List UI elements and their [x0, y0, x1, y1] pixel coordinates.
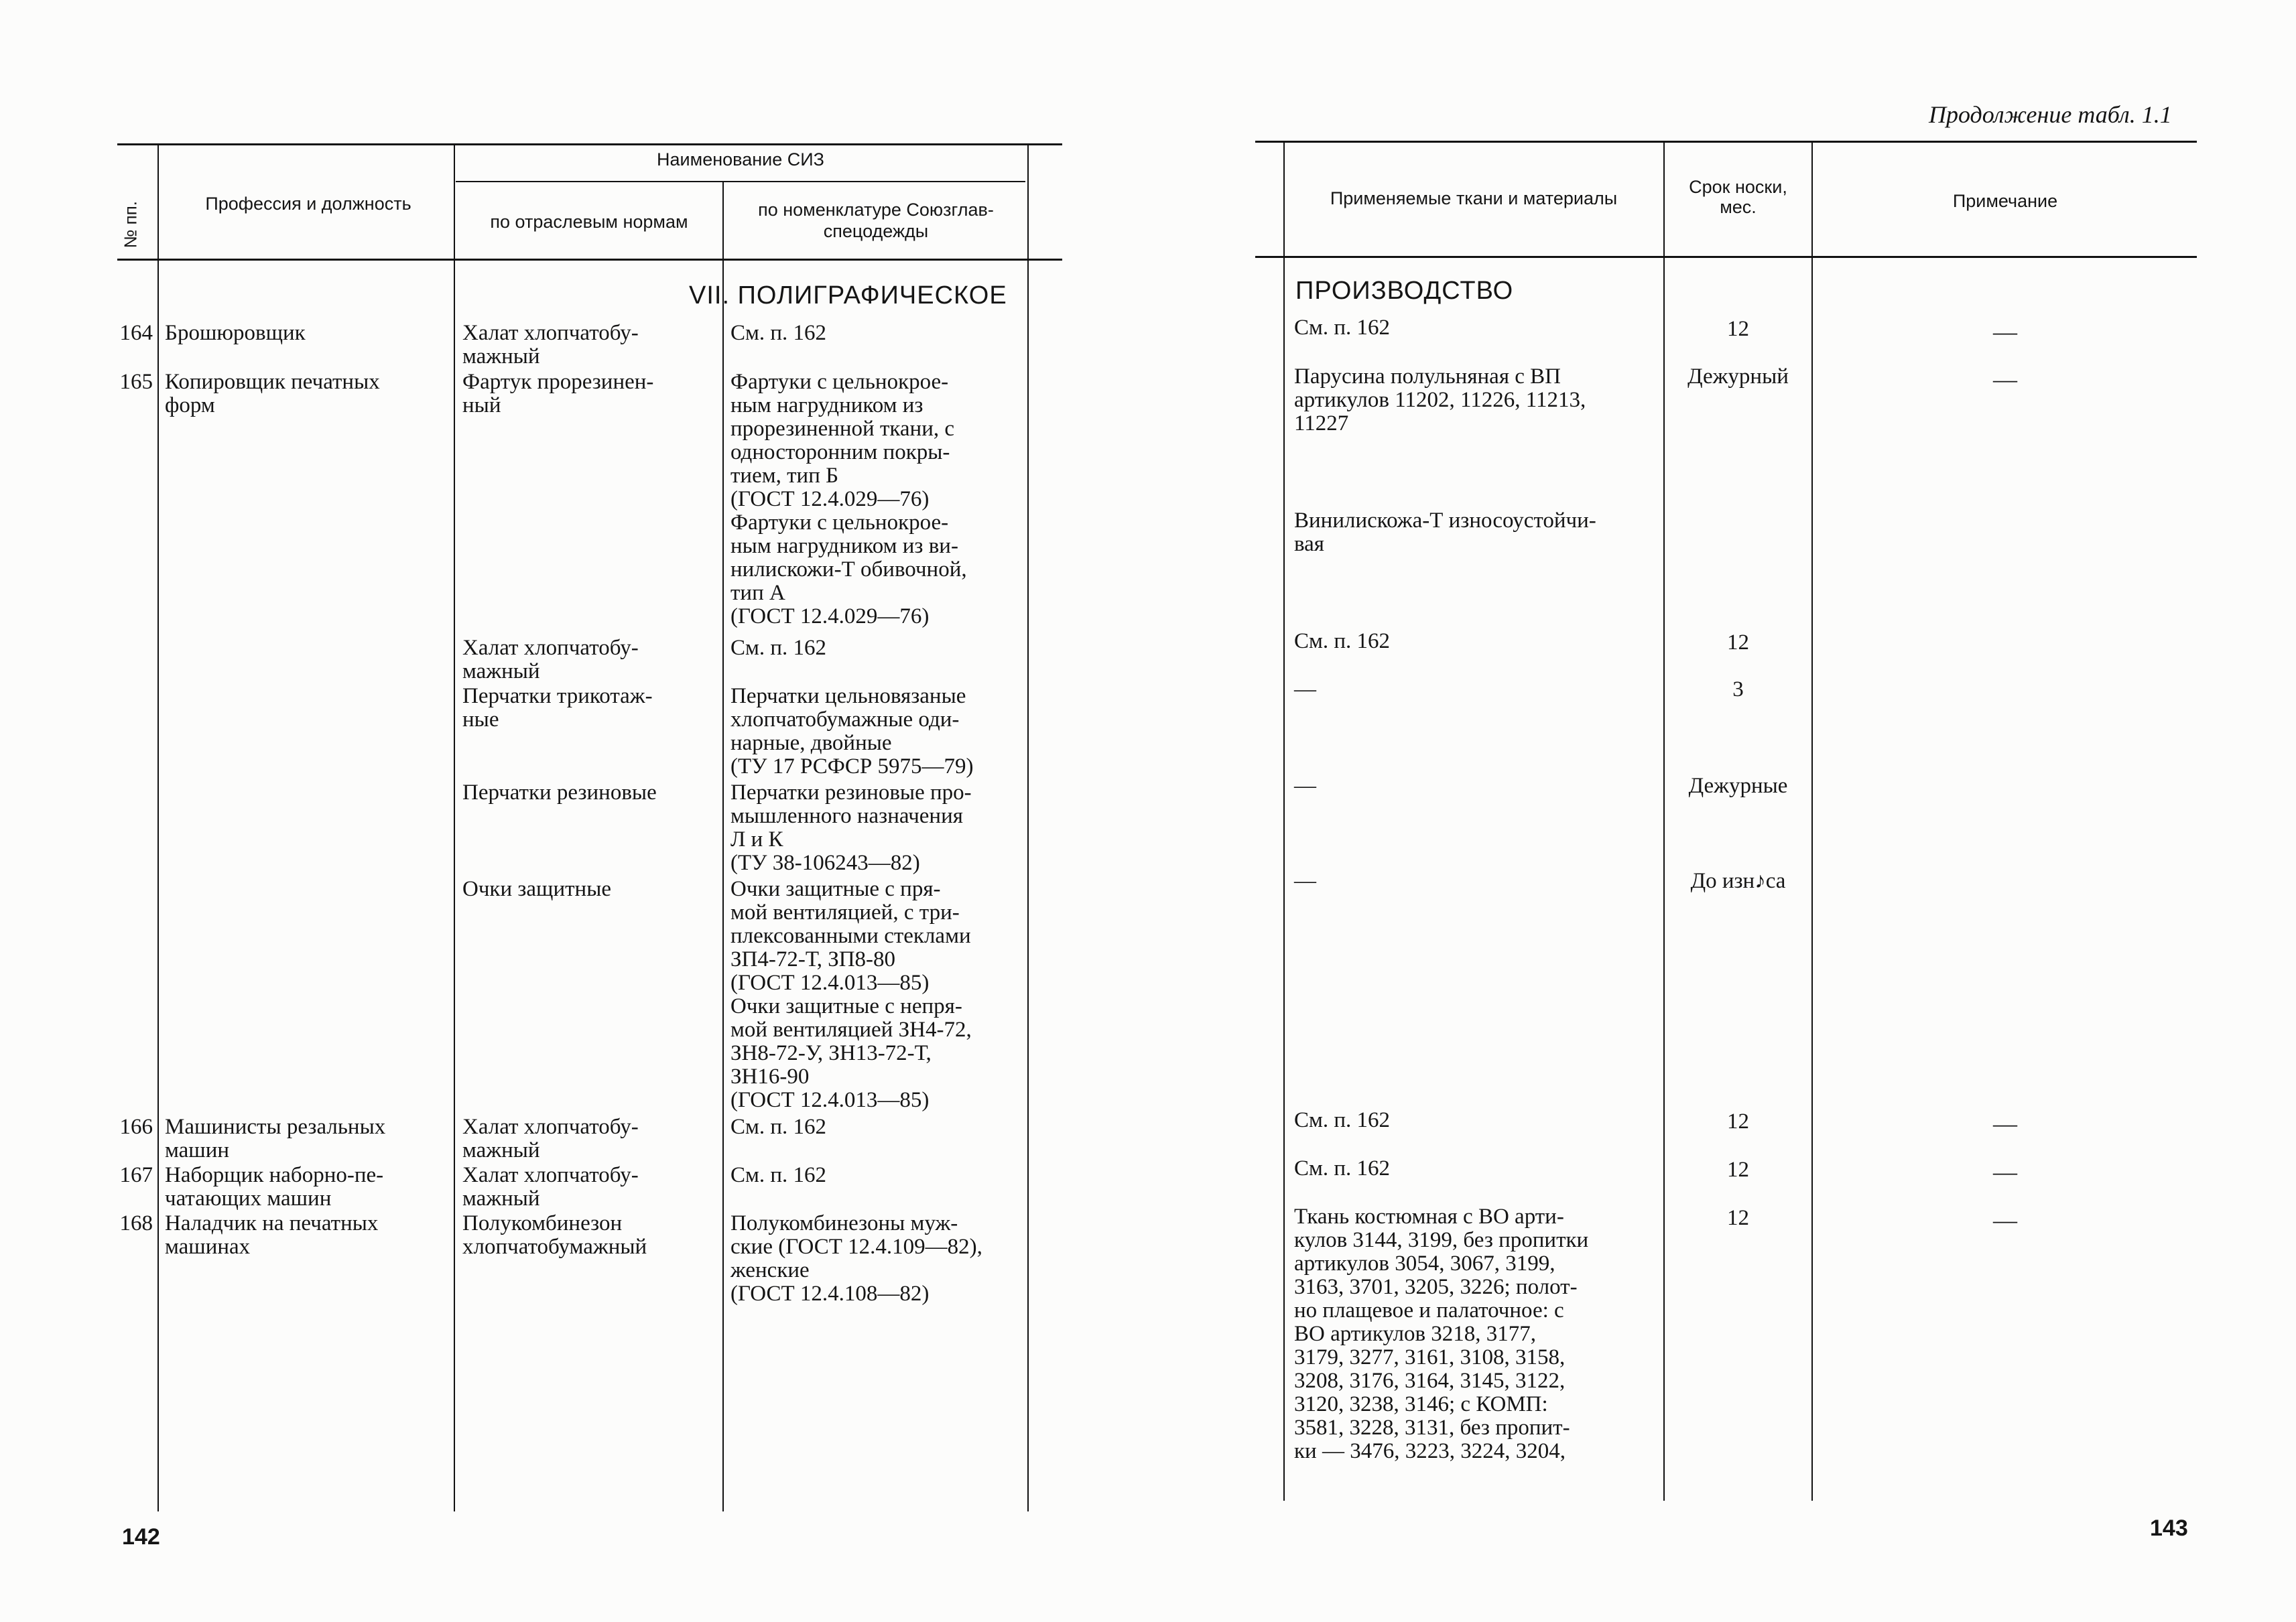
note-cell: —: [1993, 1110, 2017, 1137]
note-cell: —: [1993, 1207, 2017, 1233]
term-cell: 12: [1727, 1206, 1749, 1230]
nomen-cell: См. п. 162: [730, 1163, 827, 1187]
profession-cell: Копировщик печатных форм: [165, 370, 380, 417]
nomen-cell: См. п. 162: [730, 1115, 827, 1139]
row-number: 164: [119, 321, 153, 345]
header-term: Срок носки, мес.: [1689, 177, 1787, 217]
materials-cell: См. п. 162: [1294, 1156, 1391, 1180]
otrasl-cell: Полукомбинезон хлопчатобумажный: [462, 1211, 647, 1259]
otrasl-cell: Халат хлопчатобу- мажный: [462, 636, 639, 683]
term-cell: 12: [1727, 317, 1749, 341]
materials-cell: —: [1294, 869, 1316, 893]
nomen-cell: Перчатки резиновые про- мышленного назначения Л и К (ТУ 38-106243—82): [730, 781, 972, 875]
profession-cell: Брошюровщик: [165, 321, 306, 345]
term-cell: До изн♪са: [1690, 869, 1786, 893]
otrasl-cell: Очки защитные: [462, 877, 612, 901]
row-number: 166: [119, 1115, 153, 1139]
materials-cell: См. п. 162: [1294, 316, 1391, 340]
section-title-part1: VII. ПОЛИГРАФИЧЕСКОЕ: [689, 281, 1007, 310]
profession-cell: Машинисты резальных машин: [165, 1115, 386, 1162]
nomen-cell: См. п. 162: [730, 321, 827, 345]
col-divider-nomen: [1027, 145, 1029, 1511]
term-cell: 12: [1727, 1158, 1749, 1182]
term-cell: 12: [1727, 630, 1749, 655]
materials-cell: Парусина полульняная с ВП артикулов 11202, 11226, 11213, 11227: [1294, 364, 1586, 435]
note-cell: —: [1993, 366, 2017, 393]
siz-header-rule: [456, 181, 1025, 182]
materials-cell: Ткань костюмная с ВО арти- кулов 3144, 3199, без пропитки артикулов 3054, 3067, 3199, 3163, 3701, 3205, 3226; полот- но плащевое и палаточное: с ВО артикулов 3218, 3177, 3179, 3277, 3161, 3108, 3158, 3208, 3176, 3164, 3145, 3122, 3120, 3238, 3146; с КОМП: 3581, 3228, 3131, без пропит- ки — 3476, 3223, 3224, 3204,: [1294, 1205, 1589, 1463]
otrasl-cell: Фартук прорезинен- ный: [462, 370, 654, 417]
nomen-cell: Полукомбинезоны муж- ские (ГОСТ 12.4.109—82), женские (ГОСТ 12.4.108—82): [730, 1211, 982, 1306]
col-divider-otrasl: [722, 182, 724, 1511]
header-bottom-rule: [117, 259, 1062, 261]
materials-cell: См. п. 162: [1294, 1108, 1391, 1132]
otrasl-cell: Халат хлопчатобу- мажный: [462, 1163, 639, 1211]
right-page: [1148, 0, 2296, 1622]
header-profession: Профессия и должность: [205, 194, 411, 214]
otrasl-cell: Халат хлопчатобу- мажный: [462, 1115, 639, 1162]
section-title-part2: ПРОИЗВОДСТВО: [1295, 277, 1514, 305]
row-number: 167: [119, 1163, 153, 1187]
nomen-cell: Фартуки с цельнокрое- ным нагрудником из прорезиненной ткани, с односторонним покры- тием, тип Б (ГОСТ 12.4.029—76) Фартуки с цельнокрое- ным нагрудником из ви- нилискожи-Т обивочной, тип А (ГОСТ 12.4.029—76): [730, 370, 967, 628]
continuation-label: Продолжение табл. 1.1: [1929, 101, 2172, 128]
materials-cell: —: [1294, 774, 1316, 798]
profession-cell: Наборщик наборно-пе- чатающих машин: [165, 1163, 384, 1211]
header-siz: Наименование СИЗ: [657, 149, 824, 170]
row-number: 168: [119, 1211, 153, 1235]
nomen-cell: Очки защитные с пря- мой вентиляцией, с три- плексованными стеклами ЗП4-72-Т, ЗП8-80 (ГОСТ 12.4.013—85) Очки защитные с непря- мой вентиляцией ЗН4-72, ЗН8-72-У, ЗН13-72-Т, ЗН16-90 (ГОСТ 12.4.013—85): [730, 877, 972, 1112]
otrasl-cell: Халат хлопчатобу- мажный: [462, 321, 639, 368]
note-cell: —: [1993, 1158, 2017, 1185]
nomen-cell: См. п. 162: [730, 636, 827, 660]
page-number: 143: [2150, 1515, 2188, 1541]
header-otrasl: по отраслевым нормам: [490, 212, 688, 232]
materials-cell: Винилискожа-Т износоустойчи- вая: [1294, 509, 1596, 556]
col-divider-term: [1811, 142, 1813, 1501]
nomen-cell: Перчатки цельновязаные хлопчатобумажные оди- нарные, двойные (ТУ 17 РСФСР 5975—79): [730, 684, 974, 779]
otrasl-cell: Перчатки трикотаж- ные: [462, 684, 653, 732]
header-no: № пп.: [120, 201, 141, 249]
header-bottom-rule: [1255, 256, 2197, 258]
page-number: 142: [122, 1524, 160, 1550]
col-divider-materials: [1663, 142, 1665, 1501]
term-cell: Дежурные: [1688, 774, 1788, 798]
term-cell: Дежурный: [1687, 364, 1789, 389]
header-note: Примечание: [1952, 191, 2058, 211]
table-top-rule: [117, 143, 1062, 145]
col-divider-left: [1283, 142, 1285, 1501]
col-divider-no: [157, 145, 159, 1511]
materials-cell: —: [1294, 677, 1316, 701]
profession-cell: Наладчик на печатных машинах: [165, 1211, 379, 1259]
term-cell: 12: [1727, 1109, 1749, 1134]
table-top-rule: [1255, 141, 2197, 143]
otrasl-cell: Перчатки резиновые: [462, 781, 657, 805]
materials-cell: См. п. 162: [1294, 629, 1391, 653]
col-divider-prof: [454, 145, 455, 1511]
note-cell: —: [1993, 318, 2017, 345]
header-materials: Применяемые ткани и материалы: [1330, 188, 1618, 208]
term-cell: 3: [1732, 677, 1744, 701]
row-number: 165: [119, 370, 153, 394]
header-nomen: по номенклатуре Союзглав- спецодежды: [758, 200, 994, 241]
